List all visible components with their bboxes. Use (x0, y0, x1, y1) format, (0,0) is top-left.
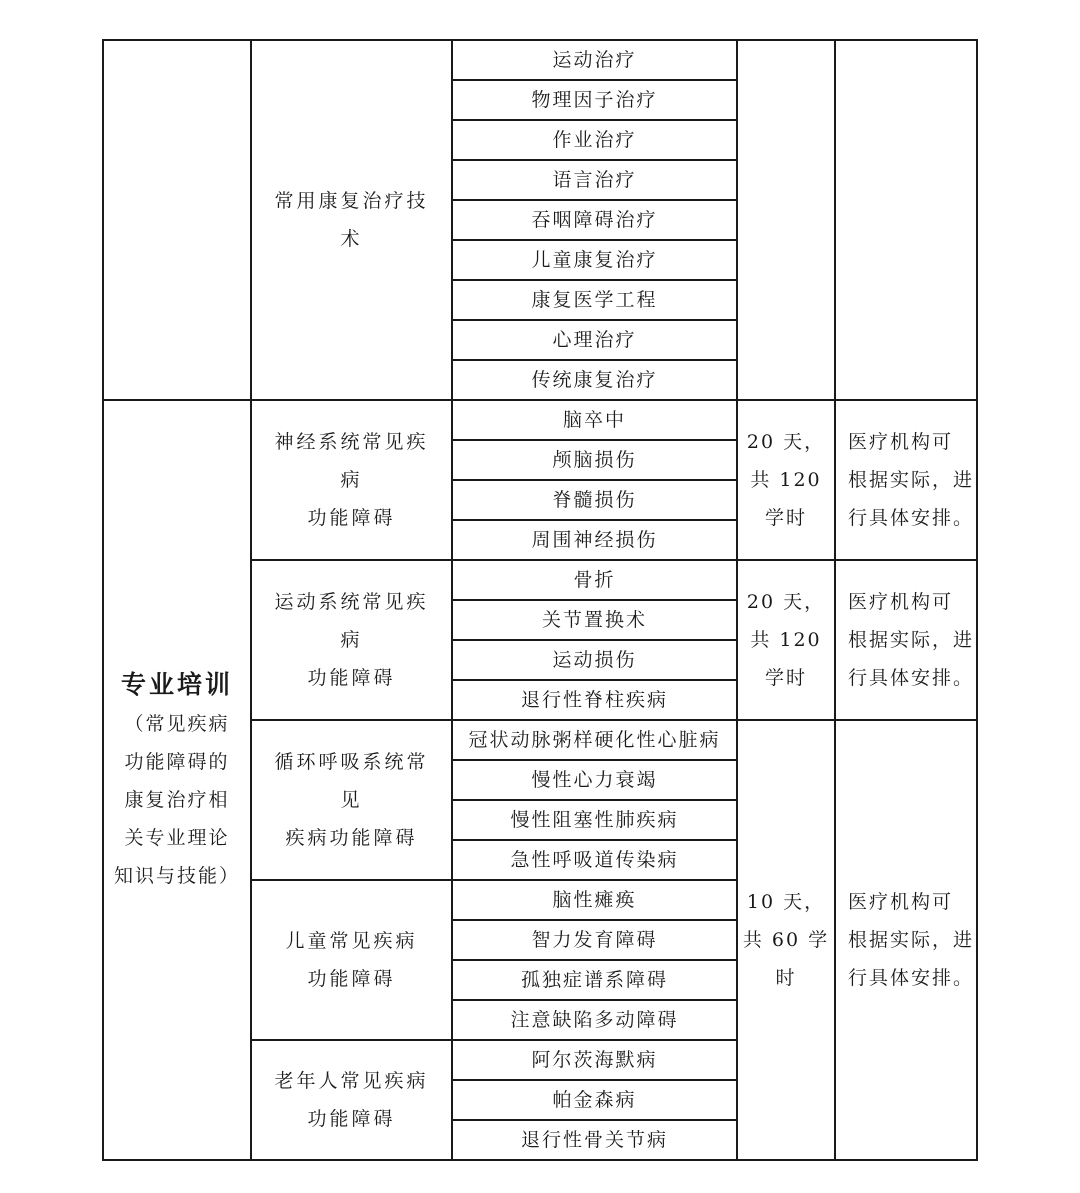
note-neuro (835, 400, 977, 560)
note-motor (835, 560, 977, 720)
note-line: 行具体安排。 (848, 967, 975, 989)
duration-line: 共 120 (750, 469, 822, 491)
category-label-line: 功能障碍 (307, 667, 396, 689)
category-label-line: 功能障碍 (307, 968, 396, 990)
item-cell: 退行性脊柱疾病 (452, 680, 737, 720)
item-cell: 康复医学工程 (452, 280, 737, 320)
item-cell: 运动治疗 (452, 40, 737, 80)
category-label-line: 功能障碍 (307, 507, 396, 529)
item-cell: 注意缺陷多动障碍 (452, 1000, 737, 1040)
item-cell: 运动损伤 (452, 640, 737, 680)
duration-neuro (737, 400, 835, 560)
category-label: 常用康复治疗技术 (274, 190, 429, 250)
item-cell: 骨折 (452, 560, 737, 600)
duration-line: 10 天， (746, 891, 826, 913)
section-title: 专业培训 (120, 670, 233, 699)
duration-cell-empty (737, 40, 835, 400)
category-label-line: 老年人常见疾病 (274, 1070, 429, 1092)
note-line: 行具体安排。 (848, 667, 975, 689)
item-cell: 帕金森病 (452, 1080, 737, 1120)
item-cell: 孤独症谱系障碍 (452, 960, 737, 1000)
category-therapy (251, 40, 452, 400)
section-subtitle-line: （常见疾病 (124, 713, 230, 735)
table-row (103, 40, 977, 80)
note-line: 根据实际，进 (848, 629, 975, 651)
item-cell: 儿童康复治疗 (452, 240, 737, 280)
duration-line: 学时 (764, 667, 807, 689)
item-cell: 脑性瘫痪 (452, 880, 737, 920)
duration-line: 20 天， (746, 591, 826, 613)
duration-line: 学时 (764, 507, 807, 529)
item-cell: 慢性心力衰竭 (452, 760, 737, 800)
item-cell: 智力发育障碍 (452, 920, 737, 960)
category-child (251, 880, 452, 1040)
category-neuro (251, 400, 452, 560)
note-line: 医疗机构可 (848, 591, 954, 613)
item-cell: 退行性骨关节病 (452, 1120, 737, 1160)
item-cell: 语言治疗 (452, 160, 737, 200)
category-elderly (251, 1040, 452, 1160)
section-cell-empty (103, 40, 251, 400)
category-label-line: 循环呼吸系统常见 (274, 751, 429, 811)
item-cell: 物理因子治疗 (452, 80, 737, 120)
item-cell: 冠状动脉粥样硬化性心脏病 (452, 720, 737, 760)
section-professional-training (103, 400, 251, 1160)
duration-line: 20 天， (746, 431, 826, 453)
category-label-line: 神经系统常见疾病 (274, 431, 429, 491)
section-subtitle-line: 关专业理论 (124, 827, 230, 849)
duration-motor (737, 560, 835, 720)
item-cell: 慢性阻塞性肺疾病 (452, 800, 737, 840)
section-subtitle-line: 功能障碍的 (124, 751, 230, 773)
training-schedule-table (102, 39, 978, 1161)
note-line: 行具体安排。 (848, 507, 975, 529)
note-line: 医疗机构可 (848, 891, 954, 913)
category-motor (251, 560, 452, 720)
duration-line: 共 60 学 (742, 929, 830, 951)
item-cell: 传统康复治疗 (452, 360, 737, 400)
item-cell: 周围神经损伤 (452, 520, 737, 560)
duration-group3 (737, 720, 835, 1160)
duration-line: 时 (775, 967, 797, 989)
category-label-line: 疾病功能障碍 (285, 827, 418, 849)
item-cell: 吞咽障碍治疗 (452, 200, 737, 240)
table-row (103, 400, 977, 440)
item-cell: 心理治疗 (452, 320, 737, 360)
category-label-line: 运动系统常见疾病 (274, 591, 429, 651)
item-cell: 颅脑损伤 (452, 440, 737, 480)
item-cell: 阿尔茨海默病 (452, 1040, 737, 1080)
note-line: 医疗机构可 (848, 431, 954, 453)
duration-line: 共 120 (750, 629, 822, 651)
section-subtitle-line: 康复治疗相 (124, 789, 230, 811)
note-line: 根据实际，进 (848, 929, 975, 951)
item-cell: 脑卒中 (452, 400, 737, 440)
item-cell: 关节置换术 (452, 600, 737, 640)
category-cardio (251, 720, 452, 880)
category-label-line: 功能障碍 (307, 1108, 396, 1130)
note-cell-empty (835, 40, 977, 400)
note-line: 根据实际，进 (848, 469, 975, 491)
section-subtitle-line: 知识与技能） (113, 865, 240, 887)
item-cell: 急性呼吸道传染病 (452, 840, 737, 880)
note-group3 (835, 720, 977, 1160)
item-cell: 脊髓损伤 (452, 480, 737, 520)
item-cell: 作业治疗 (452, 120, 737, 160)
category-label-line: 儿童常见疾病 (285, 930, 418, 952)
